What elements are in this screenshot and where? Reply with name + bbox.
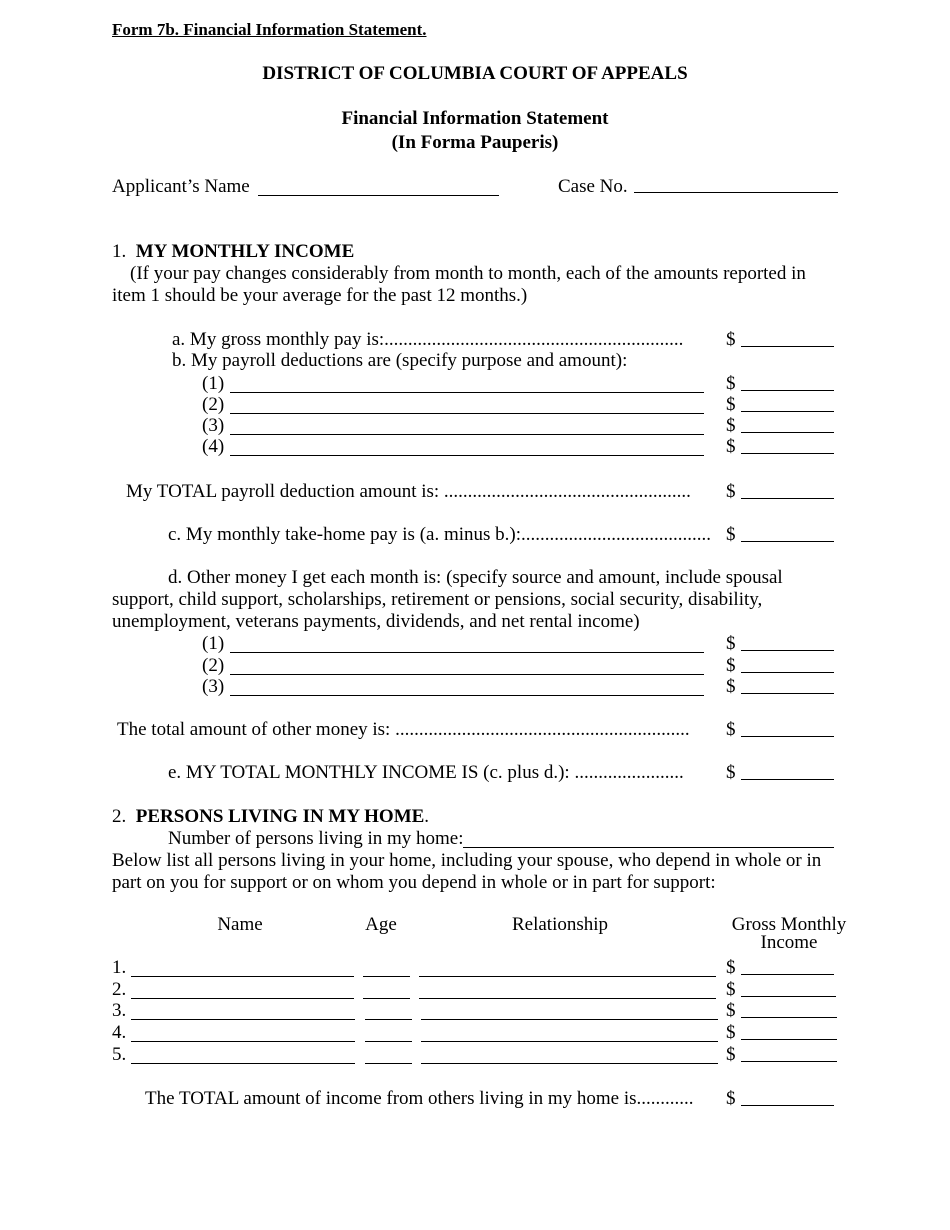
column-header-age: Age <box>365 914 397 935</box>
person-age-field[interactable] <box>365 1063 412 1064</box>
row-number: 1. <box>112 957 127 978</box>
total-monthly-income-label: e. MY TOTAL MONTHLY INCOME IS (c. plus d.): ....................... <box>168 762 684 783</box>
case-number-field[interactable] <box>634 192 838 193</box>
column-header-income-line2: Income <box>760 932 818 953</box>
dollar-sign: $ <box>726 415 736 436</box>
dollar-sign: $ <box>726 633 736 654</box>
other-item-number: (1) <box>202 633 225 654</box>
other-money-3-field[interactable] <box>230 695 704 696</box>
persons-count-label: Number of persons living in my home: <box>168 828 464 849</box>
deduction-3-field[interactable] <box>230 434 704 435</box>
section2-heading: 2. PERSONS LIVING IN MY HOME. <box>112 806 430 827</box>
deduction-item-number: (1) <box>202 373 225 394</box>
deductions-label: b. My payroll deductions are (specify purpose and amount): <box>172 350 628 371</box>
total-other-money-label: The total amount of other money is: .............................................................. <box>117 719 690 740</box>
deduction-2-field[interactable] <box>230 413 704 414</box>
row-number: 2. <box>112 979 127 1000</box>
row-number: 5. <box>112 1044 127 1065</box>
section1-heading: 1. MY MONTHLY INCOME <box>112 241 355 262</box>
page-title: Financial Information Statement <box>341 108 609 129</box>
person-name-field[interactable] <box>131 1041 355 1042</box>
deduction-4-field[interactable] <box>230 455 704 456</box>
other-money-line1: d. Other money I get each month is: (specify source and amount, include spousal <box>168 567 783 588</box>
other-money-1-field[interactable] <box>230 652 704 653</box>
page-subtitle: (In Forma Pauperis) <box>391 132 559 153</box>
other-money-line2: support, child support, scholarships, retirement or pensions, social security, disability, <box>112 589 763 610</box>
dollar-sign: $ <box>726 762 736 783</box>
person-age-field[interactable] <box>363 976 410 977</box>
dollar-sign: $ <box>726 1044 736 1065</box>
dollar-sign: $ <box>726 394 736 415</box>
dollar-sign: $ <box>726 655 736 676</box>
take-home-pay-label: c. My monthly take-home pay is (a. minus b.):........................................ <box>168 524 712 545</box>
applicant-name-label: Applicant’s Name <box>112 176 250 197</box>
deduction-item-number: (3) <box>202 415 225 436</box>
column-header-relationship: Relationship <box>511 914 609 935</box>
persons-count-field[interactable] <box>463 847 834 848</box>
dollar-sign: $ <box>726 1000 736 1021</box>
person-relationship-field[interactable] <box>419 998 716 999</box>
person-name-field[interactable] <box>131 976 354 977</box>
section2-instructions-line2: part on you for support or on whom you depend in whole or in part for support: <box>112 872 716 893</box>
column-header-name: Name <box>217 914 263 935</box>
dollar-sign: $ <box>726 957 736 978</box>
gross-pay-label: a. My gross monthly pay is:............................................................... <box>172 329 684 350</box>
person-name-field[interactable] <box>131 1019 355 1020</box>
section1-note-line2: item 1 should be your average for the past 12 months.) <box>112 285 528 306</box>
deduction-item-number: (2) <box>202 394 225 415</box>
other-item-number: (3) <box>202 676 225 697</box>
other-money-2-field[interactable] <box>230 674 704 675</box>
court-name: DISTRICT OF COLUMBIA COURT OF APPEALS <box>262 63 688 84</box>
dollar-sign: $ <box>726 373 736 394</box>
dollar-sign: $ <box>726 719 736 740</box>
person-relationship-field[interactable] <box>421 1019 718 1020</box>
person-age-field[interactable] <box>365 1041 412 1042</box>
row-number: 3. <box>112 1000 127 1021</box>
applicant-name-field[interactable] <box>258 195 499 196</box>
dollar-sign: $ <box>726 979 736 1000</box>
person-name-field[interactable] <box>131 1063 355 1064</box>
person-relationship-field[interactable] <box>421 1063 718 1064</box>
section1-note-line1: (If your pay changes considerably from month to month, each of the amounts reported in <box>130 263 806 284</box>
person-age-field[interactable] <box>365 1019 412 1020</box>
deduction-1-field[interactable] <box>230 392 704 393</box>
other-item-number: (2) <box>202 655 225 676</box>
person-age-field[interactable] <box>363 998 410 999</box>
section2-instructions-line1: Below list all persons living in your home, including your spouse, who depend in whole or in <box>112 850 822 871</box>
column-header-income: Gross Monthly <box>731 914 847 935</box>
row-number: 4. <box>112 1022 127 1043</box>
total-household-income-label: The TOTAL amount of income from others living in my home is............ <box>145 1088 694 1109</box>
dollar-sign: $ <box>726 1022 736 1043</box>
dollar-sign: $ <box>726 1088 736 1109</box>
case-number-label: Case No. <box>558 176 628 197</box>
person-relationship-field[interactable] <box>419 976 716 977</box>
person-name-field[interactable] <box>131 998 354 999</box>
dollar-sign: $ <box>726 436 736 457</box>
dollar-sign: $ <box>726 329 736 350</box>
dollar-sign: $ <box>726 524 736 545</box>
other-money-line3: unemployment, veterans payments, dividends, and net rental income) <box>112 611 640 632</box>
deduction-item-number: (4) <box>202 436 225 457</box>
dollar-sign: $ <box>726 676 736 697</box>
form-label: Form 7b. Financial Information Statement. <box>112 20 427 39</box>
person-relationship-field[interactable] <box>421 1041 718 1042</box>
dollar-sign: $ <box>726 481 736 502</box>
total-deductions-label: My TOTAL payroll deduction amount is: .................................................... <box>126 481 691 502</box>
